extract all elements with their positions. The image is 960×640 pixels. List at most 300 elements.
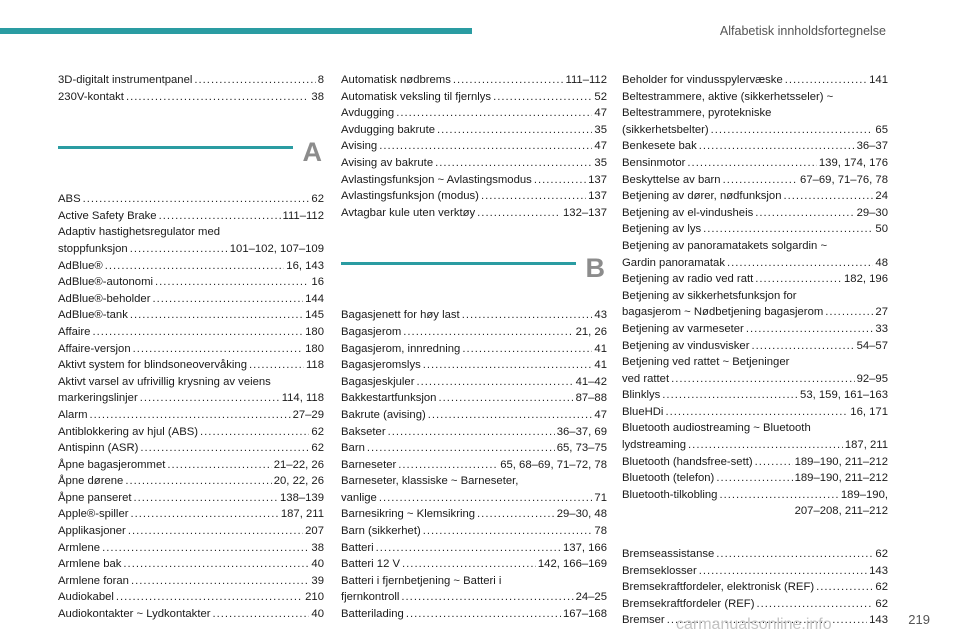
entry-term: Affaire-versjon [58,342,131,355]
entry-page-ref: 92–95 [856,372,888,385]
entry-page-ref: 24–25 [575,591,607,604]
entry-page-ref: 16, 171 [850,405,888,418]
entry-term: Bagasjenett for høy last [341,309,460,322]
entry-page-ref: 142, 166–169 [537,558,607,571]
index-entry[interactable] [622,238,888,271]
entry-page-ref: 20, 22, 26 [273,475,324,488]
entry-line [341,457,607,474]
dot-leader [133,341,304,358]
entry-page-ref: 137, 166 [563,541,607,554]
entry-term: Bluetooth-tilkobling [622,488,718,501]
entry-term: Bluetooth audiostreaming ~ Bluetooth [622,422,811,435]
entry-term: Aktivt varsel av ufrivillig krysning av veiens [58,375,271,388]
index-entry[interactable] [341,390,607,407]
entry-line [58,241,324,258]
index-entry[interactable] [58,589,324,606]
index-entry[interactable] [58,274,324,291]
section-rule [341,262,576,265]
entry-page-ref: 144 [305,292,324,305]
dot-leader [784,188,874,205]
index-entry[interactable] [341,72,607,89]
dot-leader [755,205,854,222]
entry-line [341,556,607,573]
dot-leader [102,540,309,557]
entry-term: Bluetooth (telefon) [622,472,715,485]
index-entry[interactable] [341,374,607,391]
entry-page-ref: 207 [305,525,324,538]
index-entry[interactable] [58,473,324,490]
entry-term: Armlene bak [58,558,122,571]
entry-page-ref: 78 [594,525,607,538]
dot-leader [167,457,271,474]
entry-term: Åpne dørene [58,475,124,488]
dot-leader [699,563,867,580]
index-column-2 [341,72,607,623]
section-letter: A [302,137,322,168]
entry-page-ref: 180 [305,325,324,338]
index-entry[interactable] [341,407,607,424]
dot-leader [477,506,555,523]
index-entry[interactable] [622,338,888,355]
entry-term: Beltestrammere, pyrotekniske [622,107,772,120]
entry-term: Åpne panseret [58,491,132,504]
entry-term: Batteri 12 V [341,558,401,571]
entry-page-ref: 52 [594,90,607,103]
entry-term: 3D-digitalt instrumentpanel [58,74,193,86]
entry-page-ref: 189–190, 211–212 [794,472,888,485]
dot-leader [755,454,793,471]
entry-page-ref: 21, 26 [575,325,607,338]
entry-line [622,454,888,471]
index-entry[interactable] [341,424,607,441]
entry-term: Betjening av lys [622,223,702,236]
index-entry[interactable] [58,324,324,341]
dot-leader [716,470,792,487]
entry-term: Barnesikring ~ Klemsikring [341,508,476,521]
entry-line [341,506,607,523]
index-entry[interactable] [58,307,324,324]
entry-page-ref: 41 [594,342,607,355]
header-accent-bar [0,28,472,34]
dot-leader [126,89,309,106]
entry-line [622,122,888,139]
index-entry[interactable] [341,105,607,122]
index-entry[interactable] [58,440,324,457]
index-entry[interactable] [622,221,888,238]
entry-term: ABS [58,193,81,206]
entry-term: AdBlue®-autonomi [58,276,153,289]
entry-term: Betjening av el-vindusheis [622,206,754,219]
entry-term: Bremsekraftfordeler, elektronisk (REF) [622,581,815,594]
dot-leader [711,122,874,139]
entry-line [58,457,324,474]
dot-leader [130,506,278,523]
dot-leader [116,589,303,606]
entry-page-ref: 65, 73–75 [556,442,607,455]
entry-page-ref: 189–190, [840,488,888,501]
dot-leader [376,540,561,557]
entry-line [58,291,324,308]
entry-line [341,424,607,441]
entry-line [58,424,324,441]
entry-page-ref: 132–137 [563,206,607,219]
index-entry[interactable] [341,573,607,606]
dot-leader [403,324,573,341]
entry-line [622,437,888,454]
entry-page-ref: 145 [305,309,324,322]
dot-leader [462,341,592,358]
index-entry[interactable] [58,573,324,590]
index-entry[interactable] [341,307,607,324]
dot-leader [379,138,592,155]
entry-term: Armlene [58,541,101,554]
entry-line [341,407,607,424]
dot-leader [751,338,854,355]
index-entry[interactable] [622,205,888,222]
index-entry[interactable] [341,324,607,341]
index-entry[interactable] [341,341,607,358]
index-entry[interactable] [58,457,324,474]
index-entry[interactable] [58,523,324,540]
entry-line [341,122,607,139]
index-entry[interactable] [622,321,888,338]
entry-line [58,72,324,89]
index-entry[interactable] [622,470,888,487]
entry-page-ref: 21–22, 26 [273,458,324,471]
entry-line [58,390,324,407]
dot-leader [140,440,309,457]
entry-page-ref: 62 [875,597,888,610]
entry-term: Betjening av varmeseter [622,322,744,335]
entry-line [58,556,324,573]
dot-leader [435,155,592,172]
entry-page-ref: 143 [869,614,888,627]
entry-spacer [622,520,888,546]
entry-term: 230V-kontakt [58,90,124,103]
index-entry[interactable] [58,258,324,275]
entry-line [58,473,324,490]
entry-term: Armlene foran [58,574,129,587]
index-entry[interactable] [622,563,888,580]
entry-page-ref: 50 [875,223,888,236]
dot-leader [194,72,315,89]
entry-page-ref: 38 [311,541,324,554]
entry-page-ref: 40 [311,558,324,571]
entry-term: lydstreaming [622,439,687,452]
index-entry[interactable] [622,404,888,421]
entry-term: Bagasjerom, innredning [341,342,461,355]
entry-term: Avdugging bakrute [341,123,436,136]
index-entry[interactable] [622,454,888,471]
entry-term: Bremseassistanse [622,548,715,561]
entry-term: BlueHDi [622,405,664,418]
entry-page-ref: 137 [588,190,607,203]
entry-page-ref: 24 [875,190,888,203]
entry-line [622,271,888,288]
entry-page-ref: 35 [594,156,607,169]
dot-leader [128,523,303,540]
dot-leader [716,546,873,563]
entry-line [622,321,888,338]
index-entry[interactable] [622,172,888,189]
index-entry[interactable] [58,540,324,557]
entry-term: Alarm [58,408,88,421]
index-entry[interactable] [58,191,324,208]
dot-leader [699,138,855,155]
index-entry[interactable] [58,89,324,106]
dot-leader [816,579,873,596]
entry-line [58,89,324,106]
entry-line [622,155,888,172]
dot-leader [462,307,593,324]
index-entry[interactable] [58,606,324,623]
entry-line [341,324,607,341]
entry-page-ref: 29–30, 48 [556,508,607,521]
entry-term: Bakrute (avising) [341,408,426,421]
entry-page-ref: 182, 196 [844,273,888,286]
entry-term: AdBlue® [58,259,103,272]
entry-line [58,589,324,606]
entry-line [58,490,324,507]
entry-line [58,191,324,208]
entry-line [58,407,324,424]
entry-line [58,258,324,275]
index-entry[interactable] [622,89,888,139]
entry-line [341,155,607,172]
entry-page-ref: 40 [311,608,324,621]
entry-line [341,105,607,122]
entry-line [622,72,888,89]
entry-term: AdBlue®-tank [58,309,128,322]
entry-line [341,374,607,391]
index-entry[interactable] [622,387,888,404]
entry-term: Audiokontakter ~ Lydkontakter [58,608,211,621]
dot-leader [159,208,281,225]
entry-term: Barneseter, klassiske ~ Barneseter, [341,475,519,488]
entry-page-ref: 48 [875,256,888,269]
index-entry[interactable] [341,172,607,189]
entry-term: Audiokabel [58,591,114,604]
entry-line [341,341,607,358]
index-entry[interactable] [58,556,324,573]
entry-page-ref: 180 [305,342,324,355]
index-entry[interactable] [341,188,607,205]
entry-term: fjernkontroll [341,591,400,604]
entry-page-ref: 62 [311,193,324,206]
entry-term: Affaire [58,325,91,338]
entry-line [341,390,607,407]
index-entry[interactable] [622,420,888,453]
entry-term: Bremser [622,614,665,627]
dot-leader [825,304,873,321]
entry-page-ref: 138–139 [280,491,324,504]
entry-page-ref: 187, 211 [844,439,888,452]
entry-term: Batteri [341,541,374,554]
entry-line [622,338,888,355]
index-entry[interactable] [622,288,888,321]
entry-line [341,589,607,606]
entry-page-ref: 210 [305,591,324,604]
entry-page-ref: 41 [594,359,607,372]
dot-leader [703,221,873,238]
index-entry[interactable] [622,354,888,387]
entry-line [58,440,324,457]
index-entry[interactable] [58,341,324,358]
entry-term: Barneseter [341,458,397,471]
entry-term: Antiblokkering av hjul (ABS) [58,425,199,438]
index-entry[interactable] [341,138,607,155]
entry-line [58,606,324,623]
index-entry[interactable] [341,457,607,474]
entry-term: Adaptiv hastighetsregulator med [58,226,221,239]
entry-page-ref: 62 [875,548,888,561]
entry-term: Bakseter [341,425,386,438]
entry-page-ref: 187, 211 [280,508,324,521]
dot-leader [493,89,592,106]
dot-leader [134,490,279,507]
dot-leader [105,258,285,275]
index-entry[interactable] [341,440,607,457]
entry-term: Benkesete bak [622,140,697,153]
entry-line [622,596,888,613]
entry-term: Barn (sikkerhet) [341,525,421,538]
index-entry[interactable] [622,271,888,288]
dot-leader [481,188,586,205]
entry-line [622,371,888,388]
entry-line [58,540,324,557]
entry-line [58,573,324,590]
entry-term: vanlige [341,491,377,504]
entry-page-ref: 118 [305,359,324,372]
entry-page-ref: 35 [594,123,607,136]
entry-page-ref: 38 [311,90,324,103]
dot-leader [155,274,309,291]
entry-term: Betjening av panoramatakets solgardin ~ [622,239,828,252]
dot-leader [662,387,798,404]
index-entry[interactable] [341,540,607,557]
index-entry[interactable] [58,490,324,507]
entry-page-ref: 29–30 [856,206,888,219]
dot-leader [83,191,310,208]
entry-term: Applikasjoner [58,525,126,538]
entry-page-ref: 16 [311,276,324,289]
entry-term: Batteri i fjernbetjening ~ Batteri i [341,574,502,587]
entry-page-ref: 114, 118 [281,392,324,405]
entry-term: Antispinn (ASR) [58,442,139,455]
dot-leader [723,172,798,189]
index-entry[interactable] [622,579,888,596]
dot-leader [402,556,536,573]
entry-term: Bremseklosser [622,564,697,577]
index-entry[interactable] [341,556,607,573]
index-entry[interactable] [58,357,324,374]
index-entry[interactable] [622,487,888,520]
entry-page-ref: 137 [588,173,607,186]
index-entry[interactable] [341,506,607,523]
entry-term: Bakkestartfunksjon [341,392,437,405]
index-entry[interactable] [622,72,888,89]
entry-line [622,221,888,238]
index-entry[interactable] [341,205,607,222]
entry-page-ref: 41–42 [575,375,607,388]
entry-term: Betjening av radio ved ratt [622,273,754,286]
index-entry[interactable] [58,374,324,407]
index-column-1 [58,72,324,623]
index-entry[interactable] [58,291,324,308]
index-entry[interactable] [58,72,324,89]
index-entry[interactable] [622,546,888,563]
entry-line [58,357,324,374]
index-entry[interactable] [58,506,324,523]
entry-page-ref: 87–88 [575,392,607,405]
entry-page-ref: 53, 159, 161–163 [800,389,888,402]
index-entry[interactable] [622,188,888,205]
entry-line [622,304,888,321]
index-entry[interactable] [341,523,607,540]
dot-leader [665,404,848,421]
index-entry[interactable] [58,208,324,225]
dot-leader [379,490,593,507]
index-entry[interactable] [341,473,607,506]
page-header-title: Alfabetisk innholdsfortegnelse [719,24,886,38]
index-entry[interactable] [341,89,607,106]
index-entry[interactable] [622,138,888,155]
entry-page-ref: 8 [317,74,324,86]
entry-term: ved rattet [622,372,670,385]
entry-page-ref: 189–190, 211–212 [794,455,888,468]
entry-term: Active Safety Brake [58,209,157,222]
dot-leader [477,205,561,222]
index-column-3 [622,72,888,629]
entry-term: Betjening av sikkerhetsfunksjon for [622,289,797,302]
index-entry[interactable] [58,224,324,257]
entry-term: Bagasjeromslys [341,359,421,372]
entry-page-ref: 62 [875,581,888,594]
index-entry[interactable] [341,122,607,139]
entry-line [341,172,607,189]
entry-term: Avdugging [341,107,395,120]
entry-term: Avlastingsfunksjon (modus) [341,190,479,203]
section-heading [341,249,607,299]
index-entry[interactable] [341,155,607,172]
entry-line [341,138,607,155]
dot-leader [398,457,498,474]
dot-leader [534,172,586,189]
entry-line [58,324,324,341]
dot-leader [727,255,873,272]
dot-leader [130,307,303,324]
entry-page-ref-continued: 207–208, 211–212 [794,505,888,518]
dot-leader [671,371,854,388]
index-entry[interactable] [341,606,607,623]
index-entry[interactable] [622,596,888,613]
dot-leader [140,390,280,407]
entry-line [58,208,324,225]
dot-leader [130,241,228,258]
entry-line [341,490,607,507]
entry-term: Aktivt system for blindsoneovervåking [58,359,247,372]
entry-page-ref: 39 [311,574,324,587]
index-entry[interactable] [58,407,324,424]
entry-line [622,563,888,580]
entry-term: Bluetooth (handsfree-sett) [622,455,753,468]
dot-leader [416,374,573,391]
entry-page-ref: 139, 174, 176 [818,156,888,169]
index-entry[interactable] [341,357,607,374]
index-entry[interactable] [622,155,888,172]
entry-line [341,357,607,374]
index-entry[interactable] [58,424,324,441]
